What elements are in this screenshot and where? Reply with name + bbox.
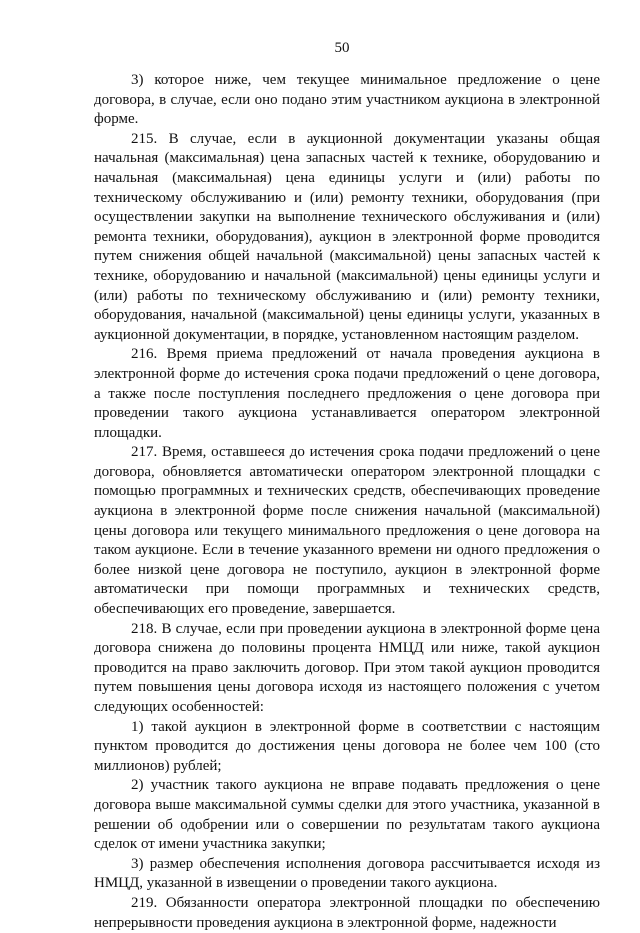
paragraph-216: 216. Время приема предложений от начала проведения аукциона в электронной форме до истечения срока подачи предложений о цене договора, а также после поступления последнего предложения о цене договора при проведении такого аукциона устанавливается оператором электронной площадки. — [94, 346, 600, 441]
paragraph-218-item-3: 3) размер обеспечения исполнения договора рассчитывается исходя из НМЦД, указанной в извещении о проведении такого аукциона. — [94, 855, 600, 892]
paragraph-217: 217. Время, оставшееся до истечения срока подачи предложений о цене договора, обновляется автоматически оператором электронной площадки с помощью программных и технических средств, обеспечивающих проведение аукциона в электронной форме после снижения начальной (максимальной) цены договора или текущего минимального предложения о цене договора на таком аукционе. Если в течение указанного времени ни одного предложения о более низкой цене договора не поступило, аукцион в электронной форме автоматически при помощи программных и технических средств, обеспечивающих его проведение, завершается. — [94, 444, 600, 618]
paragraph-219: 219. Обязанности оператора электронной площадки по обеспечению непрерывности проведения аукциона в электронной форме, надежности — [94, 894, 600, 931]
paragraph-218: 218. В случае, если при проведении аукциона в электронной форме цена договора снижена до половины процента НМЦД или ниже, такой аукцион проводится на право заключить договор. При этом такой аукцион проводится путем повышения цены договора исходя из настоящего положения с учетом следующих особенностей: — [94, 620, 600, 715]
paragraph-215: 215. В случае, если в аукционной документации указаны общая начальная (максимальная) цена запасных частей к технике, оборудованию и начальная (максимальная) цена единицы услуги и (или) работы по техническому обслуживанию и (или) ремонту техники, оборудования (при осуществлении закупки на выполнение технического обслуживания и (или) ремонта техники, оборудования), аукцион в электронной форме проводится путем снижения общей начальной (максимальной) цены запасных частей к технике, оборудованию и начальной (максимальной) цены единицы услуги и (или) работы по техническому обслуживанию и (или) ремонту техники, оборудования, начальной (максимальной) цены единицы услуги, указанных в аукционной документации, в порядке, установленном настоящим разделом. — [94, 130, 600, 343]
page-number: 50 — [334, 40, 350, 56]
paragraph-clause-3-continued: 3) которое ниже, чем текущее минимальное предложение о цене договора, в случае, если оно подано этим участником аукциона в электронной форме. — [94, 72, 600, 128]
paragraph-218-item-1: 1) такой аукцион в электронной форме в соответствии с настоящим пунктом проводится до достижения цены договора не более чем 100 (сто миллионов) рублей; — [94, 718, 600, 774]
paragraph-218-item-2: 2) участник такого аукциона не вправе подавать предложения о цене договора выше максимальной суммы сделки для этого участника, указанной в решении об одобрении или о совершении по результатам такого аукциона сделок от имени участника закупки; — [94, 777, 600, 853]
